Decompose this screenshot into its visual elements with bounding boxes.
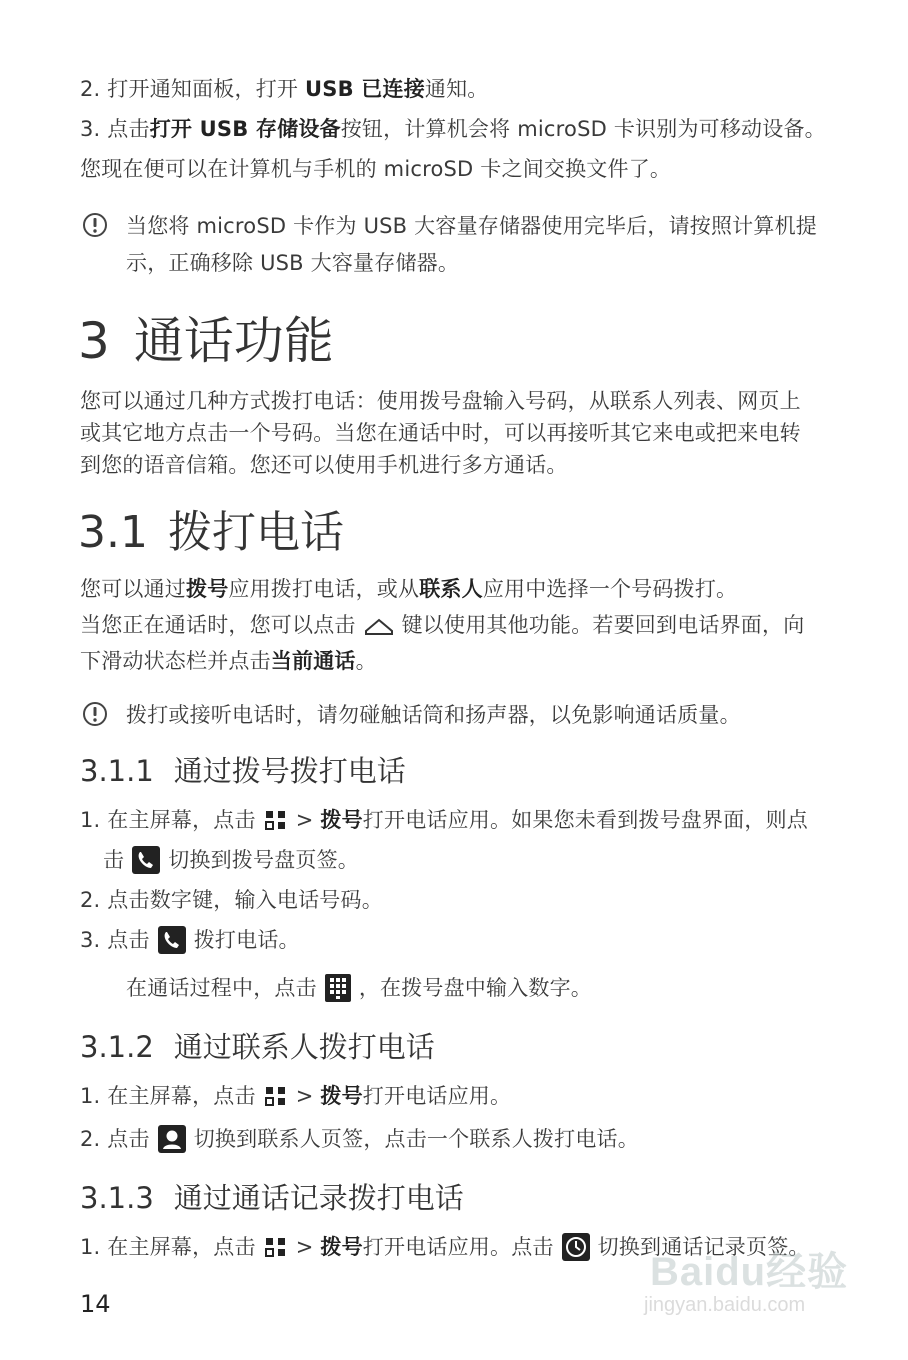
note-line-1: 当您将 microSD 卡作为 USB 大容量存储器使用完毕后，请按照计算机提 [126,214,817,238]
note-icon [82,701,108,727]
watermark-url: jingyan.baidu.com [644,1294,806,1316]
sub311-step-1: 1. 在主屏幕，点击 > 拨号打开电话应用。如果您未看到拨号盘界面，则点 [80,808,808,832]
page-number: 14 [80,1290,111,1318]
sub313-step-1: 1. 在主屏幕，点击 > 拨号打开电话应用。点击 切换到通话记录页签。 [80,1235,810,1259]
subsection-heading-3-1-1: 3.1.1 通过拨号拨打电话 [80,754,406,788]
home-key-icon [364,616,394,636]
section-note: 拨打或接听电话时，请勿碰触话筒和扬声器，以免影响通话质量。 [126,703,741,727]
clock-icon [562,1233,590,1261]
baidu-watermark [640,1240,860,1340]
note-line-2: 示，正确移除 USB 大容量存储器。 [126,251,460,275]
watermark-brand: Baidu经验 [650,1250,849,1294]
step-3: 3. 点击打开 USB 存储设备按钮，计算机会将 microSD 卡识别为可移动设备。 [80,117,826,141]
sub312-step-2: 2. 点击 切换到联系人页签，点击一个联系人拨打电话。 [80,1127,639,1151]
note-icon [82,212,108,238]
section-heading: 3.1 拨打电话 [78,507,344,558]
phone-icon [158,926,186,954]
sub311-tip: 在通话过程中，点击 ，在拨号盘中输入数字。 [126,976,593,1000]
chapter-para-line-3: 到您的语音信箱。您还可以使用手机进行多方通话。 [80,453,568,477]
section-line-1: 您可以通过拨号应用拨打电话，或从联系人应用中选择一个号码拨打。 [80,577,738,601]
sub312-step-1: 1. 在主屏幕，点击 > 拨号打开电话应用。 [80,1084,512,1108]
chapter-heading: 3 通话功能 [78,312,334,370]
section-line-3: 下滑动状态栏并点击当前通话。 [80,649,377,673]
step-2: 2. 打开通知面板，打开 USB 已连接通知。 [80,77,489,101]
subsection-heading-3-1-3: 3.1.3 通过通话记录拨打电话 [80,1181,464,1215]
sub311-step-1-cont: 击 切换到拨号盘页签。 [103,848,360,872]
apps-grid-icon [264,809,288,831]
chapter-para-line-2: 或其它地方点击一个号码。当您在通话中时，可以再接听其它来电或把来电转 [80,421,801,445]
sub311-step-2: 2. 点击数字键，输入电话号码。 [80,888,383,912]
chapter-para-line-1: 您可以通过几种方式拨打电话：使用拨号盘输入号码，从联系人列表、网页上 [80,389,801,413]
apps-grid-icon [264,1236,288,1258]
dialpad-icon [325,974,351,1002]
intro-paragraph: 您现在便可以在计算机与手机的 microSD 卡之间交换文件了。 [80,157,672,181]
subsection-heading-3-1-2: 3.1.2 通过联系人拨打电话 [80,1030,435,1064]
section-line-2: 当您正在通话时，您可以点击 键以使用其他功能。若要回到电话界面，向 [80,613,805,637]
phone-tab-icon [132,846,160,874]
apps-grid-icon [264,1085,288,1107]
contacts-icon [158,1125,186,1153]
sub311-step-3: 3. 点击 拨打电话。 [80,928,300,952]
